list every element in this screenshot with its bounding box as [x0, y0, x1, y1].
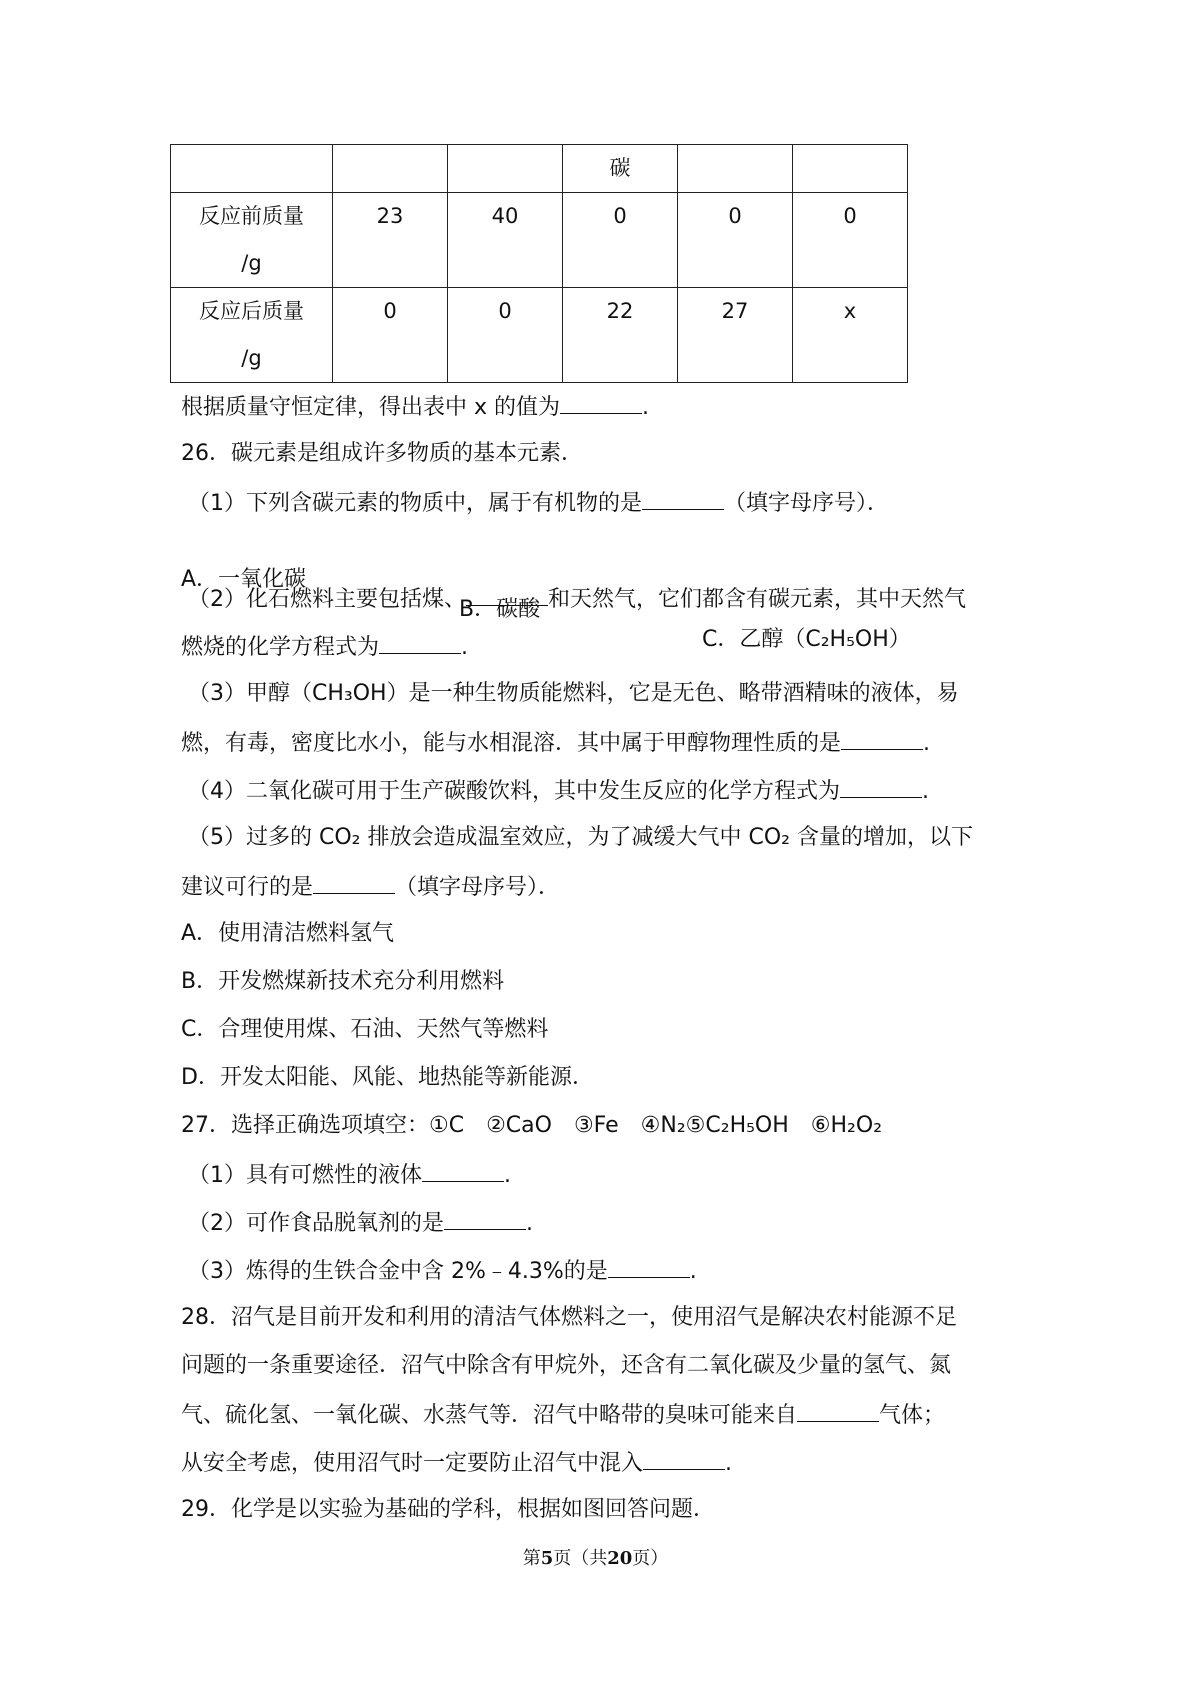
table-cell: 0	[563, 193, 678, 288]
text: （1）下列含碳元素的物质中，属于有机物的是	[188, 491, 642, 516]
text: 燃，有毒，密度比水小，能与水相混溶．其中属于甲醇物理性质的是	[181, 731, 842, 756]
text-line	[188, 487, 889, 519]
text-line	[188, 1207, 533, 1239]
text-line	[188, 1159, 511, 1191]
footer-text: 页）	[632, 1548, 669, 1569]
table-cell: 27	[678, 288, 793, 383]
row-label-unit: /g	[241, 346, 262, 370]
footer-text: 页（共	[553, 1548, 608, 1569]
text: .	[725, 1451, 733, 1476]
answer-blank	[797, 1399, 879, 1422]
text: （填字母序号）．	[724, 491, 890, 516]
table-cell	[678, 145, 793, 193]
table-cell: 0	[678, 193, 793, 288]
text-line	[188, 583, 966, 615]
text-line	[181, 391, 649, 423]
text-line	[188, 1255, 697, 1287]
question-29: 29．化学是以实验为基础的学科，根据如图回答问题．	[181, 1497, 715, 1522]
table-cell: 23	[333, 193, 448, 288]
text: 燃烧的化学方程式为	[181, 635, 380, 660]
answer-blank	[444, 1207, 526, 1230]
answer-blank	[841, 727, 923, 750]
text-line	[181, 871, 560, 903]
table-row	[171, 193, 908, 288]
answer-blank	[466, 583, 548, 606]
answer-blank	[643, 1447, 725, 1470]
option-b: B．开发燃煤新技术充分利用燃料	[181, 969, 505, 994]
text: 建议可行的是	[181, 875, 314, 900]
answer-blank	[379, 631, 461, 654]
text: .	[642, 395, 650, 420]
text-line: （3）甲醇（CH₃OH）是一种生物质能燃料，它是无色、略带酒精味的液体，易	[188, 681, 959, 706]
option-a: A．一氧化碳	[181, 567, 307, 592]
table-cell: 0	[793, 193, 908, 288]
mass-table	[170, 144, 908, 383]
table-cell: 0	[448, 288, 563, 383]
question-26: 26．碳元素是组成许多物质的基本元素．	[181, 441, 583, 466]
option-d: D．开发太阳能、风能、地热能等新能源．	[181, 1065, 594, 1090]
table-row	[171, 288, 908, 383]
text: （3）炼得的生铁合金中含 2%﹣4.3%的是	[188, 1259, 608, 1284]
option-b: B．碳酸	[459, 597, 541, 622]
footer-text: 第	[522, 1548, 541, 1569]
text-line	[188, 775, 929, 807]
question-27: 27．选择正确选项填空：①C ②CaO ③Fe ④N₂⑤C₂H₅OH ⑥H₂O₂	[181, 1113, 883, 1138]
text: .	[504, 1163, 511, 1188]
row-label-line: 反应前质量	[199, 204, 304, 228]
text: 和天然气，它们都含有碳元素，其中天然气	[548, 587, 967, 612]
text: 气、硫化氢、一氧化碳、水蒸气等．沼气中略带的臭味可能来自	[181, 1403, 798, 1428]
text: （1）具有可燃性的液体	[188, 1163, 422, 1188]
table-cell: 22	[563, 288, 678, 383]
text: （4）二氧化碳可用于生产碳酸饮料，其中发生反应的化学方程式为	[188, 779, 840, 804]
answer-blank	[560, 391, 642, 414]
row-label-unit: /g	[241, 251, 262, 275]
text: .	[461, 635, 469, 660]
table-cell: 0	[333, 288, 448, 383]
text: （填字母序号）．	[395, 875, 561, 900]
answer-blank	[642, 487, 724, 510]
text-line	[181, 631, 468, 663]
table-cell: x	[793, 288, 908, 383]
text-line: 问题的一条重要途径．沼气中除含有甲烷外，还含有二氧化碳及少量的氢气、氮	[181, 1353, 952, 1378]
table-header-row	[171, 145, 908, 193]
option-a: A．使用清洁燃料氢气	[181, 921, 395, 946]
option-c: C．乙醇（C₂H₅OH）	[702, 627, 911, 652]
row-label-line: 反应后质量	[199, 299, 304, 323]
table-cell	[171, 145, 333, 193]
total-pages: 20	[607, 1548, 633, 1569]
text: （2）化石燃料主要包括煤、	[188, 587, 466, 612]
option-c: C．合理使用煤、石油、天然气等燃料	[181, 1017, 549, 1042]
table-cell	[333, 145, 448, 193]
text-line: （5）过多的 CO₂ 排放会造成温室效应，为了减缓大气中 CO₂ 含量的增加，以下	[188, 825, 973, 850]
text: 气体；	[879, 1403, 946, 1428]
table-cell	[793, 145, 908, 193]
table-cell	[448, 145, 563, 193]
answer-blank	[422, 1159, 504, 1182]
text-line	[181, 727, 930, 759]
text: .	[923, 731, 931, 756]
question-28: 28．沼气是目前开发和利用的清洁气体燃料之一，使用沼气是解决农村能源不足	[181, 1305, 957, 1330]
text: .	[689, 1259, 697, 1284]
text-line	[181, 1447, 732, 1479]
page-footer	[0, 1544, 1191, 1570]
answer-blank	[608, 1255, 690, 1278]
text: 从安全考虑，使用沼气时一定要防止沼气中混入	[181, 1451, 644, 1476]
answer-blank	[313, 871, 395, 894]
text: 根据质量守恒定律，得出表中 x 的值为	[181, 395, 561, 420]
page-number: 5	[540, 1548, 554, 1569]
table-cell: 40	[448, 193, 563, 288]
answer-blank	[840, 775, 922, 798]
text: （2）可作食品脱氧剂的是	[188, 1211, 444, 1236]
text: .	[526, 1211, 533, 1236]
text-line	[181, 1399, 945, 1431]
text: .	[922, 779, 929, 804]
row-label	[171, 288, 333, 383]
row-label	[171, 193, 333, 288]
table-cell: 碳	[563, 145, 678, 193]
